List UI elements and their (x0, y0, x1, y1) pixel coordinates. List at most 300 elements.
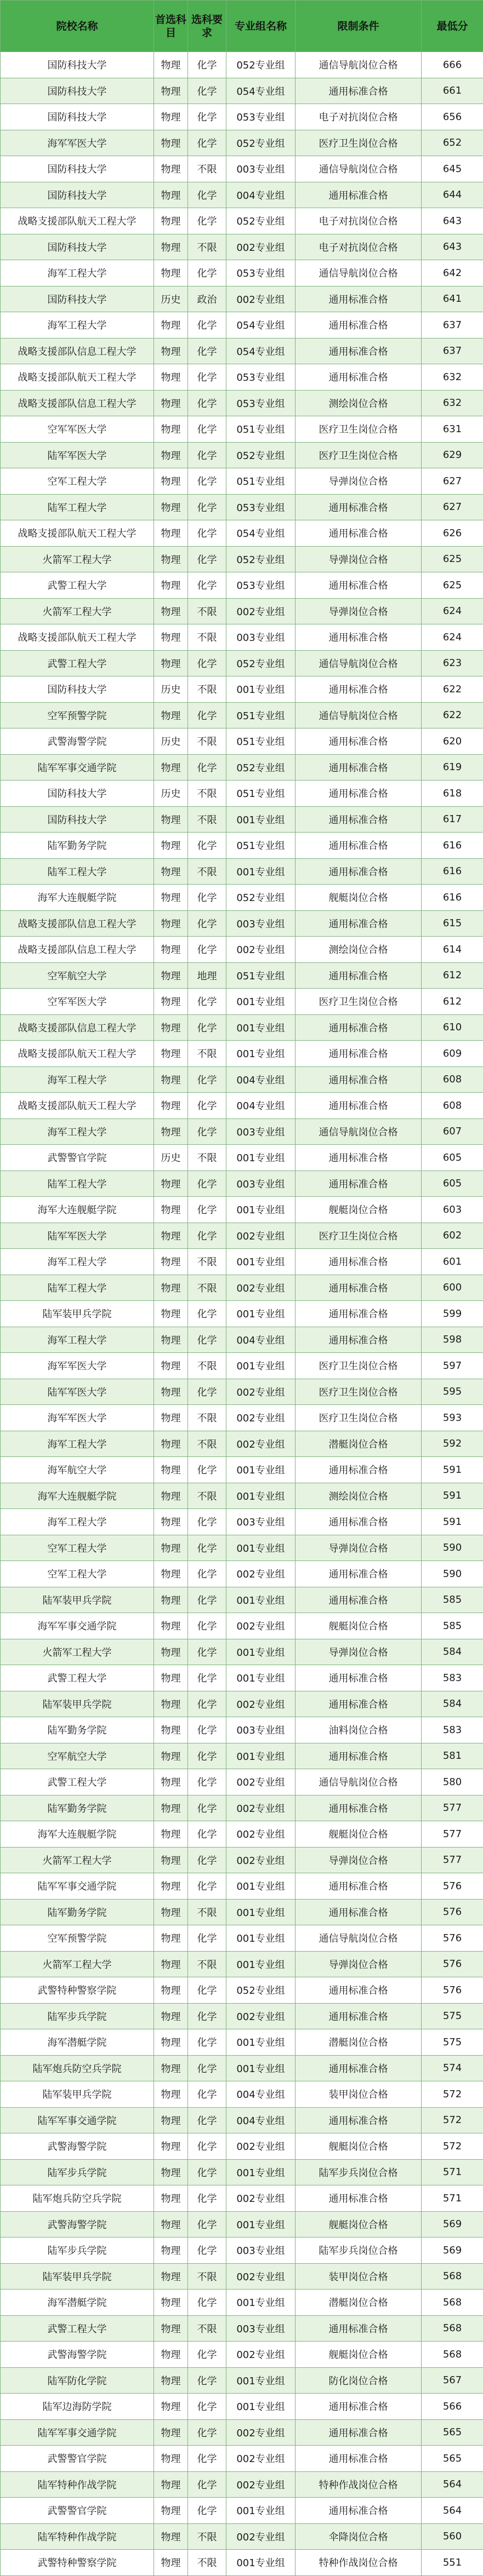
min-score-cell: 618 (422, 781, 483, 807)
table-header-row (1, 1, 483, 52)
table-row (1, 989, 483, 1015)
subject-requirement-cell: 化学 (188, 1457, 226, 1483)
major-group-cell: 002专业组 (226, 2133, 296, 2160)
major-group-cell: 001专业组 (226, 1899, 296, 1925)
min-score-cell: 565 (422, 2446, 483, 2472)
min-score-cell: 565 (422, 2419, 483, 2446)
min-score-cell: 577 (422, 1847, 483, 1873)
table-row (1, 2342, 483, 2368)
primary-subject-cell: 物理 (154, 989, 188, 1015)
primary-subject-cell: 物理 (154, 1665, 188, 1691)
major-group-cell: 051专业组 (226, 833, 296, 859)
primary-subject-cell: 物理 (154, 442, 188, 468)
subject-requirement-cell: 化学 (188, 1301, 226, 1327)
restriction-cell: 通信导航岗位合格 (296, 260, 422, 286)
min-score-cell: 616 (422, 885, 483, 911)
subject-requirement-cell: 化学 (188, 650, 226, 676)
subject-requirement-cell: 不限 (188, 858, 226, 885)
table-row (1, 2263, 483, 2290)
table-row (1, 1535, 483, 1561)
restriction-cell: 通用标准合格 (296, 1691, 422, 1717)
school-name-cell: 陆军工程大学 (1, 858, 154, 885)
primary-subject-cell: 物理 (154, 520, 188, 547)
major-group-cell: 051专业组 (226, 702, 296, 728)
subject-requirement-cell: 化学 (188, 260, 226, 286)
major-group-cell: 053专业组 (226, 572, 296, 599)
primary-subject-cell: 物理 (154, 1405, 188, 1431)
min-score-cell: 615 (422, 910, 483, 937)
primary-subject-cell: 物理 (154, 2055, 188, 2081)
table-row (1, 416, 483, 443)
restriction-cell: 陆军步兵岗位合格 (296, 2159, 422, 2185)
table-row (1, 390, 483, 416)
major-group-cell: 002专业组 (226, 286, 296, 312)
major-group-cell: 001专业组 (226, 1197, 296, 1223)
primary-subject-cell: 物理 (154, 2419, 188, 2446)
school-name-cell: 陆军工程大学 (1, 494, 154, 520)
school-name-cell: 战略支援部队航天工程大学 (1, 520, 154, 547)
subject-requirement-cell: 化学 (188, 2159, 226, 2185)
primary-subject-cell: 物理 (154, 1873, 188, 1900)
major-group-cell: 001专业组 (226, 1665, 296, 1691)
table-row (1, 1145, 483, 1171)
table-row (1, 1587, 483, 1613)
min-score-cell: 568 (422, 2315, 483, 2342)
major-group-cell: 002专业组 (226, 1769, 296, 1795)
min-score-cell: 576 (422, 1951, 483, 1977)
school-name-cell: 海军军事交通学院 (1, 1613, 154, 1639)
school-name-cell: 海军工程大学 (1, 260, 154, 286)
primary-subject-cell: 物理 (154, 2342, 188, 2368)
table-row (1, 1171, 483, 1197)
restriction-cell: 医疗卫生岗位合格 (296, 1405, 422, 1431)
min-score-cell: 642 (422, 260, 483, 286)
restriction-cell: 舰艇岗位合格 (296, 1197, 422, 1223)
primary-subject-cell: 物理 (154, 833, 188, 859)
restriction-cell: 通用标准合格 (296, 494, 422, 520)
primary-subject-cell: 物理 (154, 208, 188, 234)
min-score-cell: 577 (422, 1795, 483, 1821)
major-group-cell: 053专业组 (226, 104, 296, 130)
subject-requirement-cell: 化学 (188, 338, 226, 364)
major-group-cell: 001专业组 (226, 1483, 296, 1509)
primary-subject-cell: 物理 (154, 2367, 188, 2394)
school-name-cell: 武警工程大学 (1, 1769, 154, 1795)
restriction-cell: 通用标准合格 (296, 962, 422, 989)
restriction-cell: 通用标准合格 (296, 78, 422, 104)
table-row (1, 1795, 483, 1821)
subject-requirement-cell: 化学 (188, 2081, 226, 2108)
restriction-cell: 导弹岗位合格 (296, 598, 422, 624)
subject-requirement-cell: 不限 (188, 2263, 226, 2290)
school-name-cell: 空军军医大学 (1, 989, 154, 1015)
primary-subject-cell: 物理 (154, 1743, 188, 1769)
school-name-cell: 战略支援部队航天工程大学 (1, 1093, 154, 1119)
min-score-cell: 644 (422, 182, 483, 208)
table-row (1, 1743, 483, 1769)
table-row (1, 468, 483, 495)
restriction-cell: 通用标准合格 (296, 1093, 422, 1119)
table-row (1, 104, 483, 130)
primary-subject-cell: 物理 (154, 572, 188, 599)
school-name-cell: 海军潜艇学院 (1, 2029, 154, 2056)
table-row (1, 1431, 483, 1457)
table-row (1, 2159, 483, 2185)
subject-requirement-cell: 化学 (188, 1118, 226, 1145)
major-group-cell: 002专业组 (226, 1431, 296, 1457)
min-score-cell: 652 (422, 130, 483, 156)
subject-requirement-cell: 化学 (188, 1665, 226, 1691)
major-group-cell: 004专业组 (226, 2107, 296, 2133)
major-group-cell: 052专业组 (226, 442, 296, 468)
major-group-cell: 001专业组 (226, 2550, 296, 2576)
min-score-cell: 666 (422, 52, 483, 78)
table-row (1, 910, 483, 937)
table-row (1, 1223, 483, 1249)
primary-subject-cell: 物理 (154, 130, 188, 156)
subject-requirement-cell: 化学 (188, 1014, 226, 1041)
primary-subject-cell: 物理 (154, 494, 188, 520)
restriction-cell: 测绘岗位合格 (296, 937, 422, 963)
table-row (1, 624, 483, 651)
restriction-cell: 导弹岗位合格 (296, 546, 422, 572)
primary-subject-cell: 物理 (154, 1769, 188, 1795)
subject-requirement-cell: 化学 (188, 2446, 226, 2472)
school-name-cell: 武警海警学院 (1, 2133, 154, 2160)
primary-subject-cell: 物理 (154, 1925, 188, 1952)
table-row (1, 650, 483, 676)
min-score-cell: 629 (422, 442, 483, 468)
major-group-cell: 001专业组 (226, 989, 296, 1015)
restriction-cell: 通用标准合格 (296, 2394, 422, 2420)
subject-requirement-cell: 不限 (188, 624, 226, 651)
major-group-cell: 001专业组 (226, 1951, 296, 1977)
table-row (1, 1925, 483, 1952)
school-name-cell: 战略支援部队航天工程大学 (1, 364, 154, 391)
primary-subject-cell: 物理 (154, 1795, 188, 1821)
primary-subject-cell: 物理 (154, 1847, 188, 1873)
table-row (1, 1561, 483, 1587)
min-score-cell: 631 (422, 416, 483, 443)
subject-requirement-cell: 化学 (188, 989, 226, 1015)
table-row (1, 78, 483, 104)
subject-requirement-cell: 不限 (188, 2550, 226, 2576)
school-name-cell: 陆军边海防学院 (1, 2394, 154, 2420)
min-score-cell: 591 (422, 1509, 483, 1535)
school-name-cell: 海军工程大学 (1, 1118, 154, 1145)
school-name-cell: 火箭军工程大学 (1, 546, 154, 572)
primary-subject-cell: 物理 (154, 2029, 188, 2056)
table-row (1, 728, 483, 755)
restriction-cell: 导弹岗位合格 (296, 1639, 422, 1665)
table-row (1, 2498, 483, 2524)
primary-subject-cell: 物理 (154, 1717, 188, 1743)
table-row (1, 754, 483, 781)
min-score-cell: 551 (422, 2550, 483, 2576)
restriction-cell: 防化岗位合格 (296, 2367, 422, 2394)
table-row (1, 442, 483, 468)
restriction-cell: 装甲岗位合格 (296, 2263, 422, 2290)
subject-requirement-cell: 化学 (188, 1613, 226, 1639)
primary-subject-cell: 物理 (154, 2263, 188, 2290)
school-name-cell: 陆军军医大学 (1, 1223, 154, 1249)
restriction-cell: 通用标准合格 (296, 1977, 422, 2004)
min-score-cell: 576 (422, 1899, 483, 1925)
min-score-cell: 612 (422, 989, 483, 1015)
min-score-cell: 572 (422, 2133, 483, 2160)
restriction-cell: 通用标准合格 (296, 833, 422, 859)
table-row (1, 702, 483, 728)
restriction-cell: 通用标准合格 (296, 1457, 422, 1483)
subject-requirement-cell: 化学 (188, 1509, 226, 1535)
major-group-cell: 001专业组 (226, 1457, 296, 1483)
primary-subject-cell: 物理 (154, 1066, 188, 1093)
primary-subject-cell: 物理 (154, 2133, 188, 2160)
min-score-cell: 569 (422, 2211, 483, 2237)
major-group-cell: 003专业组 (226, 1118, 296, 1145)
subject-requirement-cell: 不限 (188, 156, 226, 182)
school-name-cell: 陆军装甲兵学院 (1, 2081, 154, 2108)
school-name-cell: 国防科技大学 (1, 104, 154, 130)
subject-requirement-cell: 化学 (188, 1535, 226, 1561)
subject-requirement-cell: 化学 (188, 2003, 226, 2029)
table-row (1, 2107, 483, 2133)
min-score-cell: 601 (422, 1249, 483, 1275)
table-row (1, 1014, 483, 1041)
table-row (1, 2081, 483, 2108)
table-row (1, 234, 483, 260)
table-row (1, 2185, 483, 2212)
primary-subject-cell: 物理 (154, 260, 188, 286)
primary-subject-cell: 物理 (154, 1353, 188, 1379)
subject-requirement-cell: 化学 (188, 494, 226, 520)
restriction-cell: 特种作战岗位合格 (296, 2550, 422, 2576)
school-name-cell: 火箭军工程大学 (1, 1951, 154, 1977)
min-score-cell: 609 (422, 1041, 483, 1067)
school-name-cell: 海军大连舰艇学院 (1, 1197, 154, 1223)
school-name-cell: 陆军工程大学 (1, 1171, 154, 1197)
primary-subject-cell: 物理 (154, 2315, 188, 2342)
major-group-cell: 001专业组 (226, 1639, 296, 1665)
primary-subject-cell: 历史 (154, 286, 188, 312)
major-group-cell: 053专业组 (226, 494, 296, 520)
major-group-cell: 053专业组 (226, 390, 296, 416)
school-name-cell: 陆军步兵学院 (1, 2003, 154, 2029)
restriction-cell: 导弹岗位合格 (296, 1847, 422, 1873)
restriction-cell: 通用标准合格 (296, 1899, 422, 1925)
subject-requirement-cell: 化学 (188, 702, 226, 728)
table-row (1, 208, 483, 234)
school-name-cell: 海军工程大学 (1, 312, 154, 339)
school-name-cell: 空军预警学院 (1, 1925, 154, 1952)
table-row (1, 1327, 483, 1353)
restriction-cell: 通用标准合格 (296, 312, 422, 339)
restriction-cell: 通用标准合格 (296, 1041, 422, 1067)
min-score-cell: 616 (422, 858, 483, 885)
restriction-cell: 通用标准合格 (296, 910, 422, 937)
table-row (1, 520, 483, 547)
restriction-cell: 通用标准合格 (296, 2419, 422, 2446)
restriction-cell: 医疗卫生岗位合格 (296, 442, 422, 468)
major-group-cell: 003专业组 (226, 1171, 296, 1197)
subject-requirement-cell: 化学 (188, 78, 226, 104)
primary-subject-cell: 物理 (154, 1951, 188, 1977)
restriction-cell: 舰艇岗位合格 (296, 2342, 422, 2368)
primary-subject-cell: 物理 (154, 1509, 188, 1535)
school-name-cell: 火箭军工程大学 (1, 1639, 154, 1665)
major-group-cell: 002专业组 (226, 2446, 296, 2472)
min-score-cell: 645 (422, 156, 483, 182)
min-score-cell: 564 (422, 2471, 483, 2498)
school-name-cell: 海军大连舰艇学院 (1, 1483, 154, 1509)
restriction-cell: 通用标准合格 (296, 2003, 422, 2029)
restriction-cell: 通用标准合格 (296, 572, 422, 599)
school-name-cell: 陆军步兵学院 (1, 2237, 154, 2264)
restriction-cell: 通用标准合格 (296, 676, 422, 703)
subject-requirement-cell: 化学 (188, 1587, 226, 1613)
primary-subject-cell: 物理 (154, 2498, 188, 2524)
major-group-cell: 002专业组 (226, 1613, 296, 1639)
school-name-cell: 国防科技大学 (1, 286, 154, 312)
major-group-cell: 001专业组 (226, 1925, 296, 1952)
restriction-cell: 通用标准合格 (296, 1743, 422, 1769)
primary-subject-cell: 物理 (154, 1561, 188, 1587)
major-group-cell: 001专业组 (226, 676, 296, 703)
restriction-cell: 通用标准合格 (296, 1066, 422, 1093)
min-score-cell: 590 (422, 1535, 483, 1561)
table-row (1, 1873, 483, 1900)
min-score-cell: 607 (422, 1118, 483, 1145)
restriction-cell: 通用标准合格 (296, 781, 422, 807)
table-row (1, 2055, 483, 2081)
table-row (1, 494, 483, 520)
min-score-cell: 624 (422, 624, 483, 651)
school-name-cell: 陆军步兵学院 (1, 2159, 154, 2185)
table-row (1, 2029, 483, 2056)
major-group-cell: 001专业组 (226, 1014, 296, 1041)
primary-subject-cell: 物理 (154, 1118, 188, 1145)
school-name-cell: 空军预警学院 (1, 702, 154, 728)
table-row (1, 1665, 483, 1691)
subject-requirement-cell: 不限 (188, 1041, 226, 1067)
primary-subject-cell: 物理 (154, 1899, 188, 1925)
primary-subject-cell: 物理 (154, 2446, 188, 2472)
subject-requirement-cell: 化学 (188, 2029, 226, 2056)
table-row (1, 1639, 483, 1665)
min-score-cell: 568 (422, 2342, 483, 2368)
subject-requirement-cell: 化学 (188, 1223, 226, 1249)
primary-subject-cell: 物理 (154, 1041, 188, 1067)
table-row (1, 2394, 483, 2420)
min-score-cell: 643 (422, 234, 483, 260)
min-score-cell: 619 (422, 754, 483, 781)
primary-subject-cell: 物理 (154, 2003, 188, 2029)
min-score-cell: 576 (422, 1925, 483, 1952)
major-group-cell: 004专业组 (226, 2081, 296, 2108)
major-group-cell: 051专业组 (226, 728, 296, 755)
min-score-cell: 568 (422, 2263, 483, 2290)
primary-subject-cell: 物理 (154, 1613, 188, 1639)
restriction-cell: 油料岗位合格 (296, 1717, 422, 1743)
major-group-cell: 052专业组 (226, 1977, 296, 2004)
school-name-cell: 陆军勤务学院 (1, 1899, 154, 1925)
table-row (1, 286, 483, 312)
min-score-cell: 643 (422, 208, 483, 234)
subject-requirement-cell: 化学 (188, 546, 226, 572)
primary-subject-cell: 物理 (154, 104, 188, 130)
subject-requirement-cell: 不限 (188, 2315, 226, 2342)
table-row (1, 1613, 483, 1639)
school-name-cell: 战略支援部队信息工程大学 (1, 338, 154, 364)
min-score-cell: 617 (422, 806, 483, 833)
table-row (1, 937, 483, 963)
table-row (1, 572, 483, 599)
restriction-cell: 通信导航岗位合格 (296, 650, 422, 676)
restriction-cell: 通用标准合格 (296, 728, 422, 755)
major-group-cell: 002专业组 (226, 1821, 296, 1848)
major-group-cell: 051专业组 (226, 962, 296, 989)
school-name-cell: 陆军炮兵防空兵学院 (1, 2055, 154, 2081)
major-group-cell: 052专业组 (226, 885, 296, 911)
min-score-cell: 608 (422, 1066, 483, 1093)
subject-requirement-cell: 化学 (188, 1561, 226, 1587)
primary-subject-cell: 物理 (154, 312, 188, 339)
school-name-cell: 陆军装甲兵学院 (1, 1691, 154, 1717)
school-name-cell: 海军大连舰艇学院 (1, 1821, 154, 1848)
primary-subject-cell: 物理 (154, 1171, 188, 1197)
restriction-cell: 医疗卫生岗位合格 (296, 416, 422, 443)
min-score-cell: 569 (422, 2237, 483, 2264)
school-name-cell: 陆军装甲兵学院 (1, 1301, 154, 1327)
subject-requirement-cell: 化学 (188, 1691, 226, 1717)
restriction-cell: 舰艇岗位合格 (296, 1821, 422, 1848)
school-name-cell: 陆军军事交通学院 (1, 754, 154, 781)
school-name-cell: 国防科技大学 (1, 52, 154, 78)
header-subject-requirement: 选科要求 (188, 1, 226, 52)
subject-requirement-cell: 化学 (188, 1639, 226, 1665)
min-score-cell: 616 (422, 833, 483, 859)
restriction-cell: 通用标准合格 (296, 364, 422, 391)
school-name-cell: 陆军特种作战学院 (1, 2471, 154, 2498)
subject-requirement-cell: 化学 (188, 390, 226, 416)
major-group-cell: 054专业组 (226, 338, 296, 364)
major-group-cell: 001专业组 (226, 1041, 296, 1067)
table-row (1, 1379, 483, 1405)
restriction-cell: 医疗卫生岗位合格 (296, 1223, 422, 1249)
min-score-cell: 568 (422, 2290, 483, 2316)
major-group-cell: 052专业组 (226, 208, 296, 234)
min-score-cell: 623 (422, 650, 483, 676)
primary-subject-cell: 物理 (154, 1014, 188, 1041)
restriction-cell: 通用标准合格 (296, 754, 422, 781)
header-school-name: 院校名称 (1, 1, 154, 52)
primary-subject-cell: 物理 (154, 182, 188, 208)
major-group-cell: 002专业组 (226, 937, 296, 963)
major-group-cell: 051专业组 (226, 781, 296, 807)
major-group-cell: 002专业组 (226, 2185, 296, 2212)
primary-subject-cell: 物理 (154, 2185, 188, 2212)
major-group-cell: 001专业组 (226, 2029, 296, 2056)
subject-requirement-cell: 地理 (188, 962, 226, 989)
min-score-cell: 583 (422, 1717, 483, 1743)
min-score-cell: 591 (422, 1457, 483, 1483)
table-row (1, 1066, 483, 1093)
primary-subject-cell: 物理 (154, 2523, 188, 2550)
primary-subject-cell: 物理 (154, 1691, 188, 1717)
primary-subject-cell: 历史 (154, 728, 188, 755)
restriction-cell: 医疗卫生岗位合格 (296, 989, 422, 1015)
major-group-cell: 003专业组 (226, 1509, 296, 1535)
